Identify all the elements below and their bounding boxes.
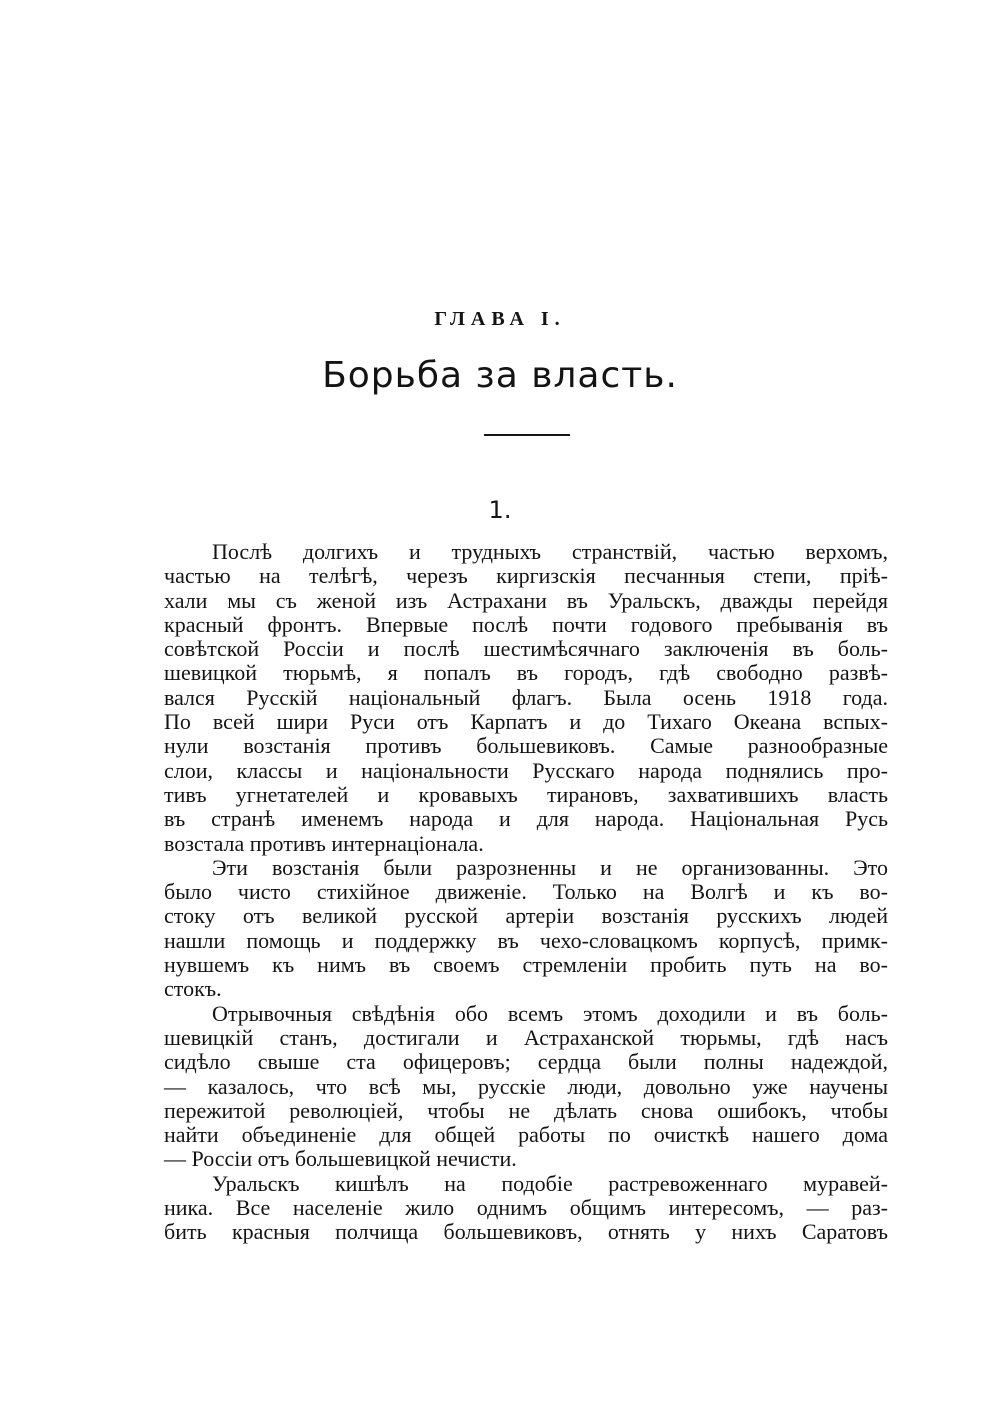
text-line: шевицкій станъ, достигали и Астраханской тюрьмы, гдѣ насъ <box>164 1024 888 1050</box>
text-line: Послѣ долгихъ и трудныхъ странствій, частью верхомъ, <box>212 539 888 564</box>
text-line: вался Русскій національный флагъ. Была осень 1918 года. <box>164 684 888 710</box>
text-line: — Россіи отъ большевицкой нечисти. <box>164 1146 517 1172</box>
text-line: въ странѣ именемъ народа и для народа. Національная Русь <box>164 806 888 832</box>
text-line: пережитой революціей, чтобы не дѣлать снова ошибокъ, чтобы <box>164 1097 888 1123</box>
body-text <box>164 540 888 1245</box>
text-line: По всей шири Руси отъ Карпатъ и до Тихаго Океана вспых- <box>164 709 888 735</box>
paragraph <box>164 1002 888 1172</box>
text-line: слои, классы и національности Русскаго народа поднялись про- <box>164 757 888 783</box>
paragraph <box>164 856 888 1002</box>
text-line: найти объединеніе для общей работы по очисткѣ нашего дома <box>164 1122 888 1148</box>
text-line: было чисто стихійное движеніе. Только на Волгѣ и къ во- <box>164 879 888 905</box>
text-line: нули возстанія противъ большевиковъ. Самые разнообразные <box>164 733 888 759</box>
text-line: возстала противъ интернаціонала. <box>164 830 484 856</box>
title-rule <box>484 434 570 436</box>
text-line: совѣтской Россіи и послѣ шестимѣсячнаго заключенія въ боль- <box>164 636 888 662</box>
text-line: красный фронтъ. Впервые послѣ почти годового пребыванія въ <box>164 611 888 637</box>
text-line: хали мы съ женой изъ Астрахани въ Уральскъ, дважды перейдя <box>164 587 888 613</box>
text-line: тивъ угнетателей и кровавыхъ тирановъ, захватившихъ власть <box>164 781 888 807</box>
text-line: бить красныя полчища большевиковъ, отнять у нихъ Саратовъ <box>164 1219 888 1245</box>
text-line: Отрывочныя свѣдѣнія обо всемъ этомъ доходили и въ боль- <box>212 1000 888 1026</box>
text-line: шевицкой тюрьмѣ, я попалъ въ городъ, гдѣ свободно развѣ- <box>164 660 888 686</box>
text-line: стоку отъ великой русской артеріи возстанія русскихъ людей <box>164 903 888 929</box>
text-line: нувшемъ къ нимъ въ своемъ стремленіи пробить путь на во- <box>164 952 888 978</box>
text-line: частью на телѣгѣ, черезъ киргизскія песчанныя степи, прiѣ- <box>164 563 888 589</box>
text-line: стокъ. <box>164 976 222 1002</box>
text-line: сидѣло свыше ста офицеровъ; сердца были полны надеждой, <box>164 1049 888 1075</box>
paragraph <box>164 540 888 856</box>
section-number: 1. <box>488 496 512 524</box>
text-line: Эти возстанія были разрозненны и не организованны. Это <box>212 854 888 880</box>
chapter-label: ГЛАВА I. <box>434 308 566 330</box>
text-line: Уральскъ кишѣлъ на подобіе растревоженнаго муравей- <box>212 1170 888 1196</box>
text-line: нашли помощь и поддержку въ чехо-словацкомъ корпусѣ, примк- <box>164 927 888 953</box>
paragraph <box>164 1172 888 1245</box>
text-line: — казалось, что всѣ мы, русскіе люди, довольно уже научены <box>164 1073 888 1099</box>
chapter-title: Борьба за власть. <box>322 355 678 396</box>
text-line: ника. Все населеніе жило однимъ общимъ интересомъ, — раз- <box>164 1195 888 1221</box>
